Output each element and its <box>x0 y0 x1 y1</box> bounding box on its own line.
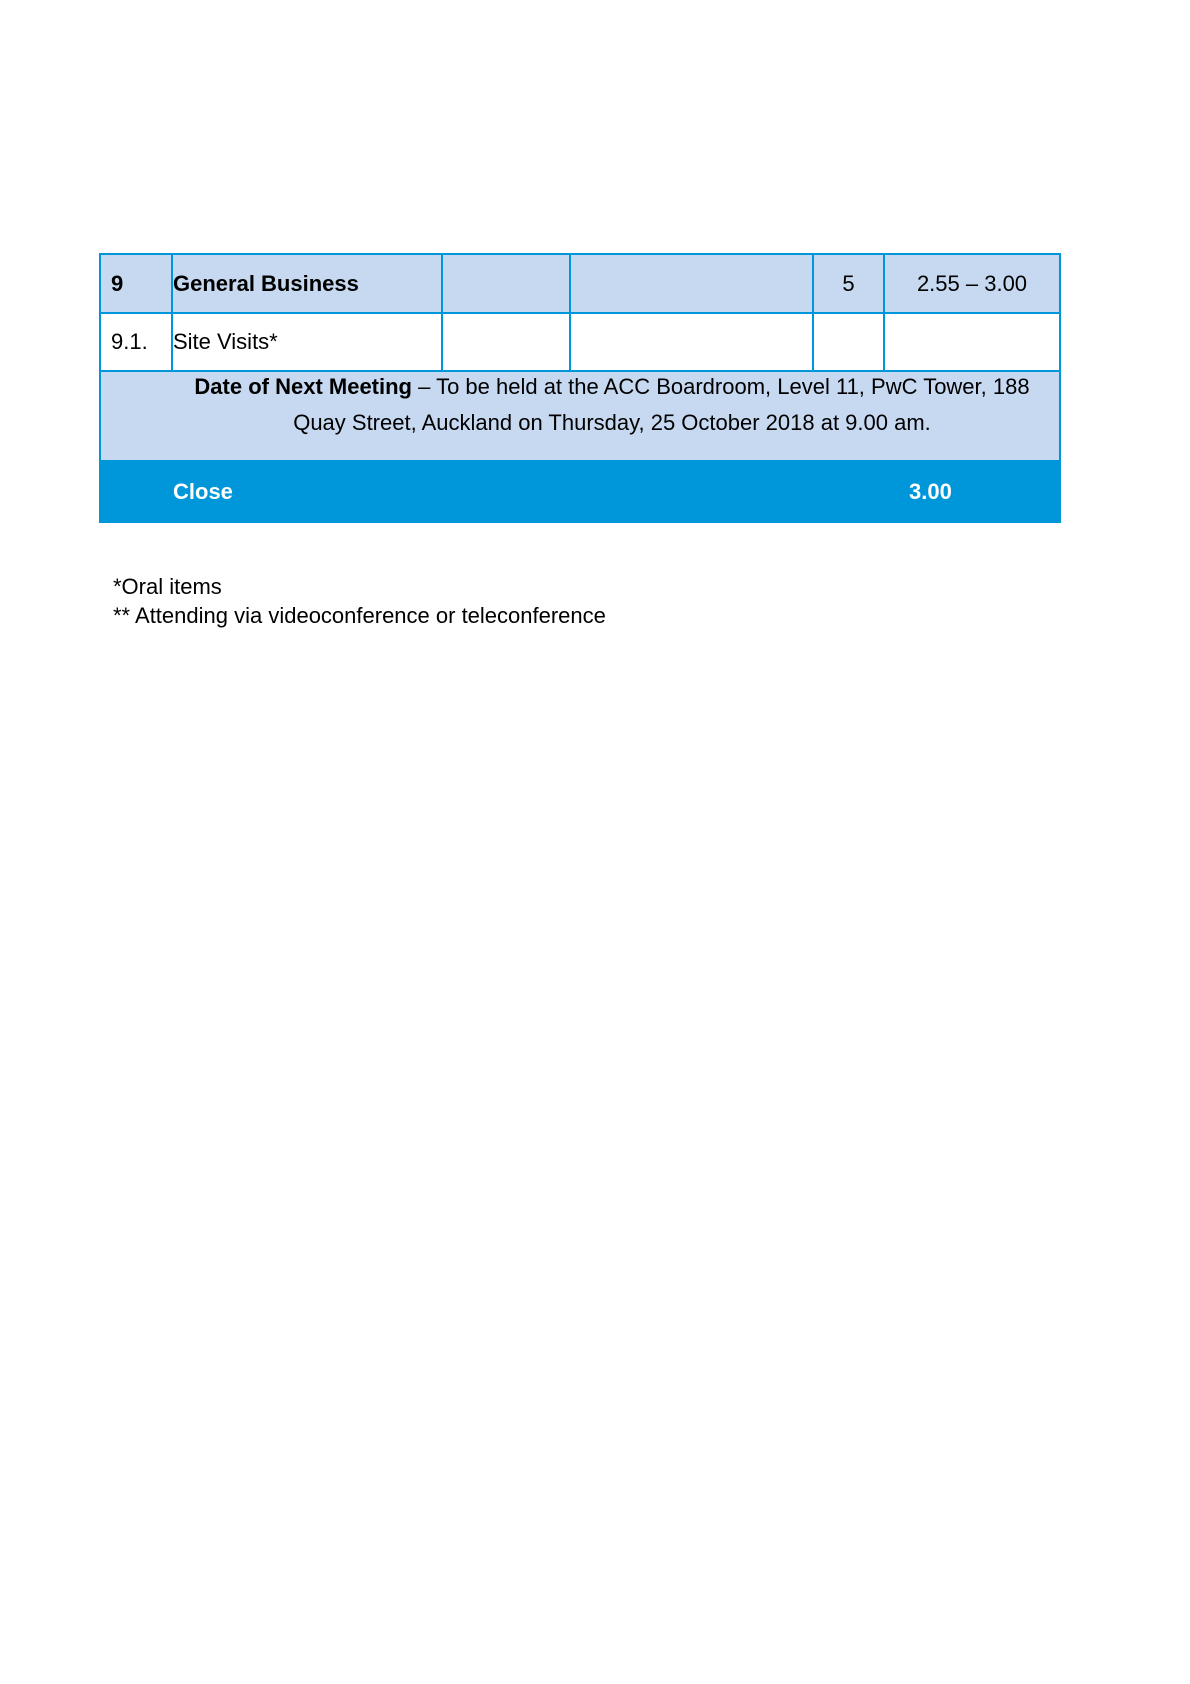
agenda-table <box>99 253 1061 523</box>
next-meeting-row <box>100 371 1060 461</box>
next-meeting-label: Date of Next Meeting <box>194 374 412 399</box>
agenda-section-row <box>100 254 1060 313</box>
section-duration: 5 <box>813 254 884 313</box>
item-number: 9.1. <box>100 313 172 371</box>
agenda-item-row <box>100 313 1060 371</box>
next-meeting-cell <box>100 371 1060 461</box>
section-empty-cell <box>570 254 813 313</box>
item-empty-cell <box>884 313 1060 371</box>
close-label: Close <box>172 461 884 522</box>
footnote-oral-items: *Oral items <box>113 574 222 599</box>
section-title: General Business <box>172 254 442 313</box>
next-meeting-details: – To be held at the ACC Boardroom, Level 11, PwC Tower, 188 Quay Street, Auckland on Thursday, 25 October 2018 at 9.00 am. <box>293 374 1030 435</box>
item-empty-cell <box>813 313 884 371</box>
footnote-attending-remote: ** Attending via videoconference or teleconference <box>113 603 606 628</box>
section-time: 2.55 – 3.00 <box>884 254 1060 313</box>
footnotes <box>113 572 606 630</box>
section-number: 9 <box>100 254 172 313</box>
item-empty-cell <box>570 313 813 371</box>
close-empty-cell <box>100 461 172 522</box>
section-empty-cell <box>442 254 570 313</box>
item-empty-cell <box>442 313 570 371</box>
next-meeting-text <box>101 369 1059 441</box>
close-time: 3.00 <box>884 461 1060 522</box>
close-row <box>100 461 1060 522</box>
item-title: Site Visits* <box>172 313 442 371</box>
